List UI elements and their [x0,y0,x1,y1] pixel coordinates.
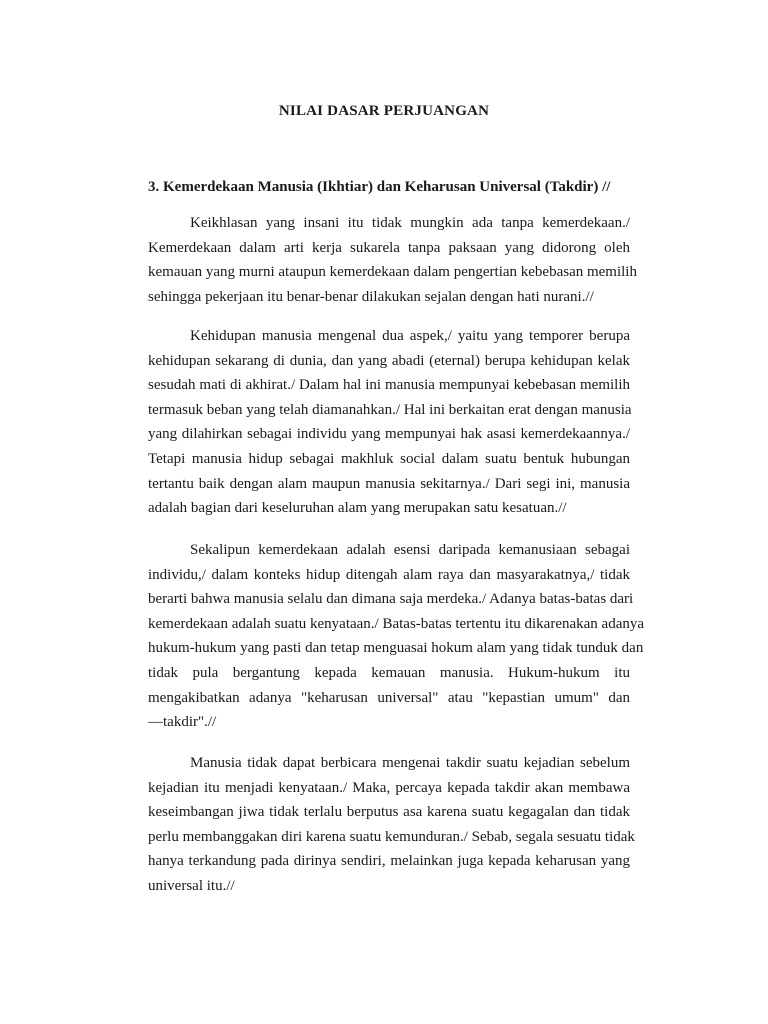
paragraph-line: kehidupan sekarang di dunia, dan yang abadi (eternal) berupa kehidupan kelak [148,352,630,369]
paragraph-line: Sekalipun kemerdekaan adalah esensi daripada kemanusiaan sebagai [190,542,630,558]
paragraph-line: termasuk beban yang telah diamanahkan./ Hal ini berkaitan erat dengan manusia [148,401,632,418]
paragraph-line: perlu membanggakan diri karena suatu kemunduran./ Sebab, segala sesuatu tidak [148,828,635,845]
paragraph-line: kejadian itu menjadi kenyataan./ Maka, percaya kepada takdir akan membawa [148,779,630,796]
paragraph-1 [148,211,637,309]
section-heading: 3. Kemerdekaan Manusia (Ikhtiar) dan Keharusan Universal (Takdir) // [148,179,611,195]
paragraph-line: tidak pula bergantung kepada kemauan manusia. Hukum-hukum itu [148,664,630,681]
paragraph-line: sesudah mati di akhirat./ Dalam hal ini manusia mempunyai kebebasan memilih [148,377,630,394]
paragraph-3 [148,538,645,735]
paragraph-line: hukum-hukum yang pasti dan tetap menguasai hokum alam yang tidak tunduk dan [148,640,644,657]
document-title: NILAI DASAR PERJUANGAN [278,103,490,119]
paragraph-line: hanya terkandung pada dirinya sendiri, melainkan juga kepada keharusan yang [148,853,630,870]
paragraph-line: kemerdekaan adalah suatu kenyataan./ Batas-batas tertentu itu dikarenakan adanya [148,615,645,632]
paragraph-line: universal itu.// [148,877,235,894]
paragraph-line: sehingga pekerjaan itu benar-benar dilakukan sejalan dengan hati nurani.// [148,288,594,305]
paragraph-line: berarti bahwa manusia selalu dan dimana saja merdeka./ Adanya batas-batas dari [148,591,634,608]
paragraph-4 [148,751,635,899]
paragraph-line: yang dilahirkan sebagai individu yang mempunyai hak asasi kemerdekaannya./ [148,426,630,443]
paragraph-line: —takdir".// [148,714,217,731]
paragraph-line: Kehidupan manusia mengenal dua aspek,/ yaitu yang temporer berupa [190,328,630,344]
paragraph-line: Keikhlasan yang insani itu tidak mungkin ada tanpa kemerdekaan./ [190,215,630,231]
paragraph-line: Kemerdekaan dalam arti kerja sukarela tanpa paksaan yang didorong oleh [148,239,630,256]
paragraph-line: Tetapi manusia hidup sebagai makhluk social dalam suatu bentuk hubungan [148,450,630,467]
paragraph-line: Manusia tidak dapat berbicara mengenai takdir suatu kejadian sebelum [190,755,630,771]
paragraph-line: tertantu baik dengan alam maupun manusia sekitarnya./ Dari segi ini, manusia [148,475,630,492]
paragraph-line: kemauan yang murni ataupun kemerdekaan dalam pengertian kebebasan memilih [148,264,637,281]
paragraph-2 [148,324,630,521]
paragraph-line: mengakibatkan adanya "keharusan universal" atau "kepastian umum" dan [148,689,630,706]
paragraph-line: adalah bagian dari keseluruhan alam yang merupakan satu kesatuan.// [148,500,567,517]
paragraph-line: individu,/ dalam konteks hidup ditengah alam raya dan masyarakatnya,/ tidak [148,566,630,583]
paragraph-line: keseimbangan jiwa tidak terlalu berputus asa karena suatu kegagalan dan tidak [148,804,630,821]
